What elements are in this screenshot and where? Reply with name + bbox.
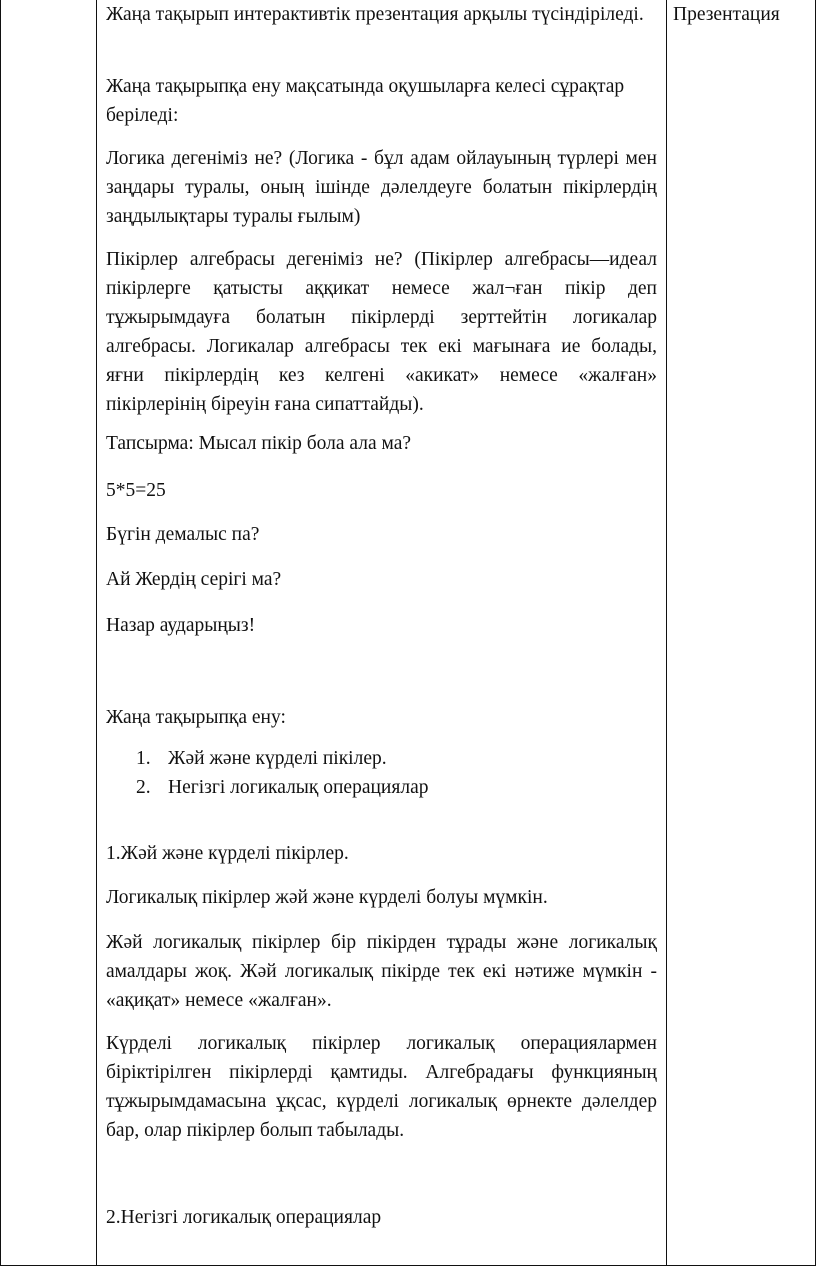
paragraph-simple-statements: Жәй логикалық пікірлер бір пікірден тұрады және логикалық амалдары жоқ. Жәй логикалық пікірде тек екі нәтиже мүмкін - «ақиқат» немесе «жалған». bbox=[106, 932, 657, 1011]
section-1-heading: 1.Жәй және күрделі пікірлер. bbox=[106, 843, 349, 864]
example-equation: 5*5=25 bbox=[106, 480, 166, 501]
example-question-2: Ай Жердің серігі ма? bbox=[106, 569, 282, 590]
section-2-heading: 2.Негізгі логикалық операциялар bbox=[106, 1207, 382, 1228]
attention-note: Назар аударыңыз! bbox=[106, 615, 256, 636]
paragraph-algebra-definition: Пікірлер алгебрасы дегеніміз не? (Пікірлер алгебрасы—идеал пікірлерге қатысты аққикат немесе жал¬ған пікір деп тұжырымдауға болатын пікірлерді зерттейтін логикалар алгебрасы. Логикалар алгебрасы тек екі мағынаға ие болады, яғни пікірлердің кез келгені «акикат» немесе «жалған» пікірлерінің біреуін ғана сипаттайды). bbox=[106, 249, 657, 415]
table-border-bottom bbox=[0, 1265, 816, 1266]
table-column-divider-1 bbox=[96, 0, 97, 1266]
table-cell-resources bbox=[673, 0, 813, 29]
list-item bbox=[136, 744, 656, 773]
list-item bbox=[136, 773, 656, 802]
table-cell-stage bbox=[1, 0, 96, 1265]
topic-list bbox=[136, 744, 656, 802]
paragraph-task: Тапсырма: Мысал пікір бола ала ма? bbox=[106, 433, 412, 454]
paragraph-questions-intro: Жаңа тақырыпқа ену мақсатында оқушыларға келесі сұрақтар беріледі: bbox=[106, 76, 625, 126]
paragraph-intro: Жаңа тақырып интерактивтік презентация арқылы түсіндіріледі. bbox=[106, 4, 644, 25]
paragraph-complex-statements: Күрделі логикалық пікірлер логикалық операциялармен біріктірілген пікірлерді қамтиды. Алгебрадағы функцияның тұжырымдамасына ұқсас, күрделі логикалық өрнекте дәлелдер бар, олар пікірлер болып табылады. bbox=[106, 1033, 657, 1141]
paragraph-logic-definition: Логика дегеніміз не? (Логика - бұл адам ойлауының түрлері мен заңдары туралы, оның ішінде дәлелдеуге болатын пікірлердің заңдылықтары туралы ғылым) bbox=[106, 148, 657, 227]
list-item-text: Негізгі логикалық операциялар bbox=[168, 777, 429, 798]
paragraph-statement-types: Логикалық пікірлер жәй және күрделі болуы мүмкін. bbox=[106, 887, 548, 908]
table-cell-activities bbox=[106, 0, 657, 1265]
resource-label: Презентация bbox=[673, 4, 780, 25]
new-topic-heading: Жаңа тақырыпқа ену: bbox=[106, 707, 286, 728]
list-item-number: 1. bbox=[136, 748, 151, 769]
example-question-1: Бүгін демалыс па? bbox=[106, 524, 260, 545]
table-column-divider-2 bbox=[666, 0, 667, 1266]
list-item-text: Жәй және күрделі пікілер. bbox=[168, 748, 387, 769]
list-item-number: 2. bbox=[136, 777, 151, 798]
